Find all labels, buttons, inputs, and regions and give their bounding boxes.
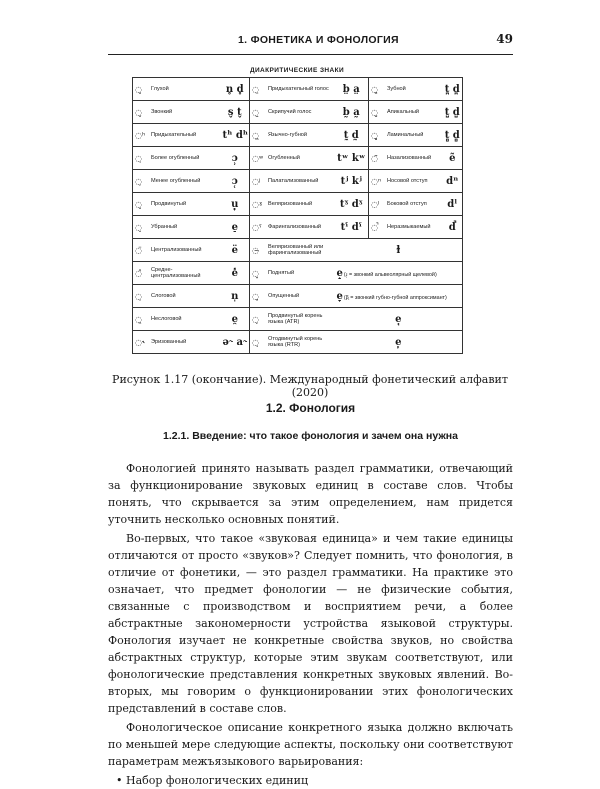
table-row (133, 331, 463, 354)
bullet-list (108, 772, 513, 789)
diacritic-name-cell (250, 308, 335, 331)
diacritic-name-cell (250, 193, 335, 216)
diacritic-symbol: ◌ˤ (252, 222, 262, 232)
diacritic-name: Менее огубленный (151, 177, 201, 184)
diacritic-name: Слоговой (151, 292, 176, 299)
body-text (108, 460, 513, 789)
section-heading: 1.2. Фонология (265, 401, 356, 415)
diacritic-example-cell (335, 285, 463, 308)
running-header (108, 32, 513, 55)
diacritic-name: Веляризованный или фарингализованный (268, 243, 324, 256)
diacritic-example: t̺ d̺ (444, 106, 460, 118)
diacritic-name-cell (250, 78, 335, 101)
table-row (133, 193, 463, 216)
diacritic-name: Более огубленный (151, 154, 200, 161)
diacritic-example-cell (221, 331, 250, 354)
table-row (133, 216, 463, 239)
diacritic-example: b̤ a̤ (342, 83, 360, 95)
diacritic-symbol: ◌̬ (135, 107, 142, 117)
diacritic-example-cell (221, 170, 250, 193)
diacritic-name: Носовой отступ (387, 177, 428, 184)
diacritic-example: tˠ dˠ (339, 198, 363, 210)
diacritic-example: n̥ d̥ (225, 83, 244, 95)
diacritic-example-cell (335, 124, 369, 147)
diacritic-symbol: ◌̤ (252, 84, 259, 94)
diacritic-example-cell (335, 331, 463, 354)
diacritic-name: Апикальный (387, 108, 419, 115)
diacritic-symbol: ◌ʲ (252, 176, 261, 186)
diacritic-example-cell (335, 78, 369, 101)
diacritic-example-cell (443, 216, 463, 239)
diacritic-example: e̯ (231, 313, 238, 325)
diacritic-name-cell (133, 147, 221, 170)
diacritic-example-cell (335, 216, 369, 239)
diacritic-name: Огубленный (268, 154, 300, 161)
diacritic-example: tˤ dˤ (340, 221, 362, 233)
diacritic-symbol: ◌̟ (135, 199, 142, 209)
diacritic-name-cell (250, 285, 335, 308)
diacritic-example-cell (221, 239, 250, 262)
diacritic-name: Продвинутый корень языка (ATR) (268, 312, 323, 325)
table-row (133, 170, 463, 193)
diacritic-note: (β̞ = звонкий губно-губной аппроксимант) (343, 294, 447, 301)
diacritic-name: Зубной (387, 85, 406, 92)
diacritic-name: Убранный (151, 223, 178, 230)
diacritic-name: Средне-централизованный (151, 266, 201, 279)
paragraph: Фонологией принято называть раздел грамматики, отвечающий за функционирование звуковых единиц в составе слов. Чтобы понять, что скрывается за этим определением, нам придется уточнить несколько основных понятий. (108, 462, 513, 526)
diacritic-example-cell (335, 170, 369, 193)
diacritic-symbol: ◌̝ (252, 268, 259, 278)
table-caption: ДИАКРИТИЧЕСКИЕ ЗНАКИ (249, 67, 345, 74)
diacritic-example: d̚ (448, 221, 456, 233)
diacritic-name: Эризованный (151, 338, 187, 345)
table-row (133, 262, 463, 285)
diacritic-name-cell (250, 147, 335, 170)
diacritic-name: Глухой (151, 85, 169, 92)
diacritic-symbol: ◌̥ (135, 84, 142, 94)
diacritic-example: ɔ̹ (231, 152, 238, 164)
diacritic-symbol: ◌̺ (371, 107, 378, 117)
diacritic-example-cell (221, 147, 250, 170)
diacritic-example: t̼ d̼ (343, 129, 359, 141)
diacritic-name: Веляризованный (268, 200, 313, 207)
diacritic-name-cell (133, 308, 221, 331)
diacritic-name: Фарингализованный (268, 223, 322, 230)
diacritic-example: dⁿ (446, 175, 459, 187)
diacritic-example: e̞ (336, 290, 343, 302)
diacritic-name-cell (133, 124, 221, 147)
diacritic-symbol: ◌̯ (135, 314, 142, 324)
diacritic-name: Поднятый (268, 269, 295, 276)
diacritic-symbol: ◌̴ (252, 245, 259, 255)
diacritic-example-cell (443, 78, 463, 101)
diacritics-table (132, 77, 463, 354)
diacritic-symbol: ◌̜ (135, 176, 142, 186)
diacritic-name: Придыхательный (151, 131, 197, 138)
diacritic-example-cell (221, 193, 250, 216)
diacritic-name-cell (250, 170, 335, 193)
diacritic-name-cell (369, 193, 443, 216)
table-row (133, 285, 463, 308)
table-row (133, 239, 463, 262)
diacritic-name-cell (133, 331, 221, 354)
diacritic-symbol: ◌ʰ (135, 130, 146, 140)
table-row (133, 147, 463, 170)
diacritic-name-cell (369, 78, 443, 101)
diacritic-name: Продвинутый (151, 200, 187, 207)
diacritic-symbol: ◌̚ (371, 222, 378, 232)
diacritic-example: dˡ (447, 198, 458, 210)
diacritic-symbol: ◌̘ (252, 314, 259, 324)
diacritic-name: Боковой отступ (387, 200, 427, 207)
diacritic-example-cell (221, 216, 250, 239)
diacritic-name-cell (133, 170, 221, 193)
diacritic-name-cell (369, 124, 443, 147)
diacritic-name: Неслоговой (151, 315, 182, 322)
diacritic-symbol: ◌̹ (135, 153, 142, 163)
diacritic-symbol: ◌ʷ (252, 153, 264, 163)
diacritic-example-cell (335, 147, 369, 170)
diacritic-symbol: ◌̼ (252, 130, 259, 140)
diacritic-example: ẽ (449, 152, 456, 164)
diacritic-symbol: ◌ˡ (371, 199, 380, 209)
diacritic-name-cell (250, 262, 335, 285)
diacritic-symbol: ◌̩ (135, 291, 142, 301)
diacritic-symbol: ◌̻ (371, 130, 378, 140)
diacritic-name-cell (250, 124, 335, 147)
diacritic-name-cell (369, 101, 443, 124)
diacritic-example-cell (221, 78, 250, 101)
figure-caption: Рисунок 1.17 (окончание). Международный фонетический алфавит (2020) (112, 373, 508, 399)
diacritic-example: tʰ dʰ (222, 129, 249, 141)
diacritic-symbol: ◌̽ (135, 268, 142, 278)
diacritic-example: b̰ a̰ (342, 106, 360, 118)
diacritic-example-cell (335, 239, 463, 262)
diacritic-example: n̩ (231, 290, 239, 302)
table-row (133, 308, 463, 331)
diacritic-example-cell (221, 101, 250, 124)
diacritic-symbol: ◌̃ (371, 153, 378, 163)
diacritic-symbol: ◌̰ (252, 107, 259, 117)
diacritic-symbol: ◌˞ (135, 337, 145, 347)
diacritic-name-cell (133, 78, 221, 101)
diacritic-example: e̙ (395, 336, 402, 348)
diacritic-name: Звонкий (151, 108, 173, 115)
diacritic-example-cell (443, 101, 463, 124)
diacritic-example: u̟ (231, 198, 239, 210)
subsection-heading: 1.2.1. Введение: что такое фонология и зачем она нужна (163, 430, 458, 442)
chapter-title: 1. ФОНЕТИКА И ФОНОЛОГИЯ (238, 34, 399, 46)
table-row (133, 78, 463, 101)
diacritic-name: Ламинальный (387, 131, 424, 138)
diacritic-name-cell (133, 101, 221, 124)
diacritic-example: e̝ (336, 267, 343, 279)
diacritic-name: Язычно-губной (268, 131, 308, 138)
diacritic-example-cell (335, 262, 463, 285)
diacritic-example-cell (221, 285, 250, 308)
page-number: 49 (496, 32, 513, 46)
diacritic-name-cell (133, 262, 221, 285)
diacritic-example-cell (443, 147, 463, 170)
diacritic-name-cell (250, 101, 335, 124)
diacritic-name-cell (133, 239, 221, 262)
paragraph: Фонологическое описание конкретного языка должно включать по меньшей мере следующие аспекты, поскольку они соответствуют параметрам межъязыкового варьирования: (108, 721, 513, 768)
diacritic-name-cell (250, 331, 335, 354)
diacritic-example-cell (443, 170, 463, 193)
diacritic-symbol: ◌̙ (252, 337, 259, 347)
diacritic-example-cell (221, 308, 250, 331)
diacritic-name-cell (369, 147, 443, 170)
diacritic-example-cell (443, 193, 463, 216)
diacritic-name-cell (250, 239, 335, 262)
diacritic-note: (ɹ̝ = звонкий альвеолярный щелевой) (343, 271, 437, 278)
paragraph: Во-первых, что такое «звуковая единица» и чем такие единицы отличаются от просто «звуков»? Следует помнить, что фонология, в отличие от фонетики, — это раздел грамматики. На практике это означает, что предмет фонологии — не физические события, связанные с производством и восприятием речи, а более абстрактные закономерности устройства языковой структуры. Фонология изучает не конкретные свойства звуков, но свойства абстрактных структур, которые этим звукам соответствуют, или фонологические представления конкретных звуковых явлений. Во-вторых, мы говорим о функционировании этих фонологических представлений в составе слов. (108, 532, 513, 715)
diacritic-example: t̻ d̻ (444, 129, 460, 141)
diacritic-example: tʷ kʷ (337, 152, 366, 164)
diacritic-example: e̠ (231, 221, 238, 233)
diacritic-name-cell (133, 285, 221, 308)
diacritic-name: Отодвинутый корень языка (RTR) (268, 335, 323, 348)
diacritic-name: Опущенный (268, 292, 300, 299)
diacritic-example: ɫ (396, 244, 401, 256)
diacritic-example-cell (443, 124, 463, 147)
diacritic-name-cell (250, 216, 335, 239)
diacritic-name: Палатализованный (268, 177, 319, 184)
diacritic-example-cell (335, 193, 369, 216)
diacritic-name: Назализованный (387, 154, 432, 161)
diacritic-example: s̬ t̬ (227, 106, 242, 118)
diacritic-example: e̽ (231, 267, 238, 279)
diacritic-example: ə˞ a˞ (222, 336, 248, 348)
diacritic-name-cell (133, 193, 221, 216)
diacritic-name-cell (133, 216, 221, 239)
table-row (133, 101, 463, 124)
diacritic-symbol: ◌̪ (371, 84, 378, 94)
diacritic-name-cell (369, 170, 443, 193)
bullet-item: • Набор фонологических единиц (116, 772, 513, 789)
diacritic-example: e̘ (395, 313, 402, 325)
diacritic-example-cell (335, 101, 369, 124)
diacritic-name: Придыхательный голос (268, 85, 329, 92)
diacritic-example-cell (335, 308, 463, 331)
diacritic-example: ë (231, 244, 238, 256)
diacritic-example: tʲ kʲ (340, 175, 362, 187)
diacritic-example-cell (221, 124, 250, 147)
diacritic-symbol: ◌ˠ (252, 199, 263, 209)
diacritic-symbol: ◌̞ (252, 291, 259, 301)
diacritic-symbol: ◌̠ (135, 222, 142, 232)
diacritic-name: Неразмыкаемый (387, 223, 431, 230)
diacritic-name: Скрипучий голос (268, 108, 312, 115)
diacritic-example: t̪ d̪ (444, 83, 460, 95)
diacritic-example-cell (221, 262, 250, 285)
diacritic-symbol: ◌̈ (135, 245, 142, 255)
diacritic-example: ɔ̜ (231, 175, 238, 187)
diacritic-name: Централизованный (151, 246, 202, 253)
table-row (133, 124, 463, 147)
diacritic-symbol: ◌ⁿ (371, 176, 382, 186)
diacritic-name-cell (369, 216, 443, 239)
